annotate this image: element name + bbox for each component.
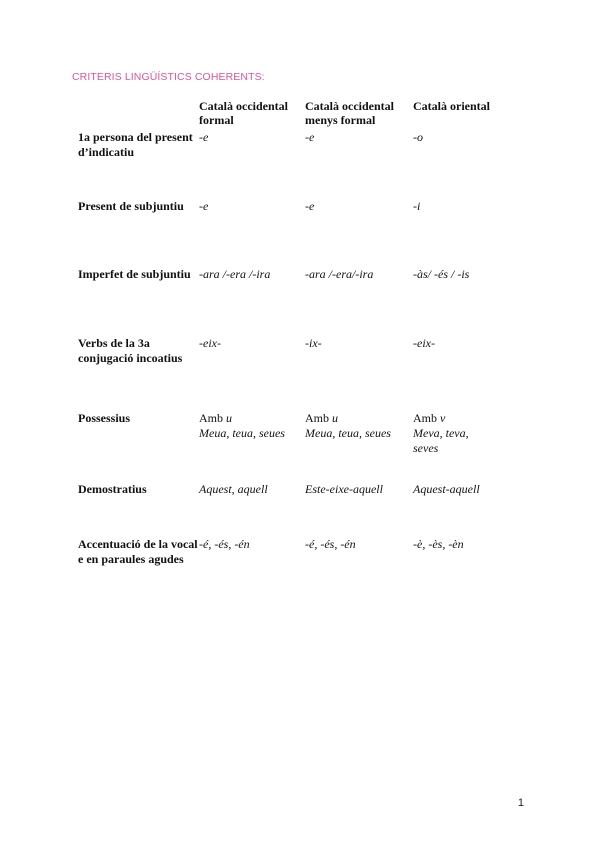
- table-cell: -o: [413, 130, 423, 144]
- page-number: 1: [517, 797, 524, 809]
- table-cell: Amb u Meua, teua, seues: [305, 411, 391, 440]
- table-cell: -ix-: [305, 336, 322, 350]
- table-cell: -eix-: [413, 336, 435, 350]
- table-cell: -e: [305, 199, 315, 213]
- row-label-imperfect-subjunctive: Imperfet de subjuntiu: [78, 267, 191, 281]
- table-cell: -é, -és, -én: [199, 537, 250, 551]
- table-cell: -e: [305, 130, 315, 144]
- table-cell: -às/ -és / -is: [413, 267, 470, 281]
- table-cell: -ara /-era /-ira: [199, 267, 271, 281]
- table-cell: -è, -ès, -èn: [413, 537, 464, 551]
- row-label-possessives: Possessius: [78, 411, 131, 425]
- table-cell: -e: [199, 130, 209, 144]
- table-cell: Amb u Meua, teua, seues: [199, 411, 285, 440]
- row-label-present-indicative: 1a persona del present d’indicatiu: [78, 130, 193, 159]
- row-label-inchoative-verbs: Verbs de la 3a conjugació incoatius: [78, 336, 183, 365]
- row-label-vowel-accentuation: Accentuació de la vocal e en paraules agudes: [78, 537, 198, 566]
- table-cell: Aquest-aquell: [413, 482, 480, 496]
- page-heading: CRITERIS LINGÜÍSTICS COHERENTS:: [72, 71, 265, 83]
- row-label-present-subjunctive: Present de subjuntiu: [78, 199, 184, 213]
- table-cell: -e: [199, 199, 209, 213]
- table-cell: -i: [413, 199, 421, 213]
- column-header-occidental-formal: Català occidental formal: [199, 99, 288, 127]
- table-cell: -eix-: [199, 336, 221, 350]
- table-cell: Aquest, aquell: [199, 482, 268, 496]
- table-cell: Amb v Meva, teva, seves: [413, 411, 469, 455]
- table-cell: Este-eixe-aquell: [305, 482, 383, 496]
- column-header-occidental-less-formal: Català occidental menys formal: [305, 99, 394, 127]
- table-cell: -ara /-era/-ira: [305, 267, 374, 281]
- row-label-demonstratives: Demostratius: [78, 482, 147, 496]
- column-header-oriental: Català oriental: [413, 99, 490, 113]
- table-cell: -é, -és, -én: [305, 537, 356, 551]
